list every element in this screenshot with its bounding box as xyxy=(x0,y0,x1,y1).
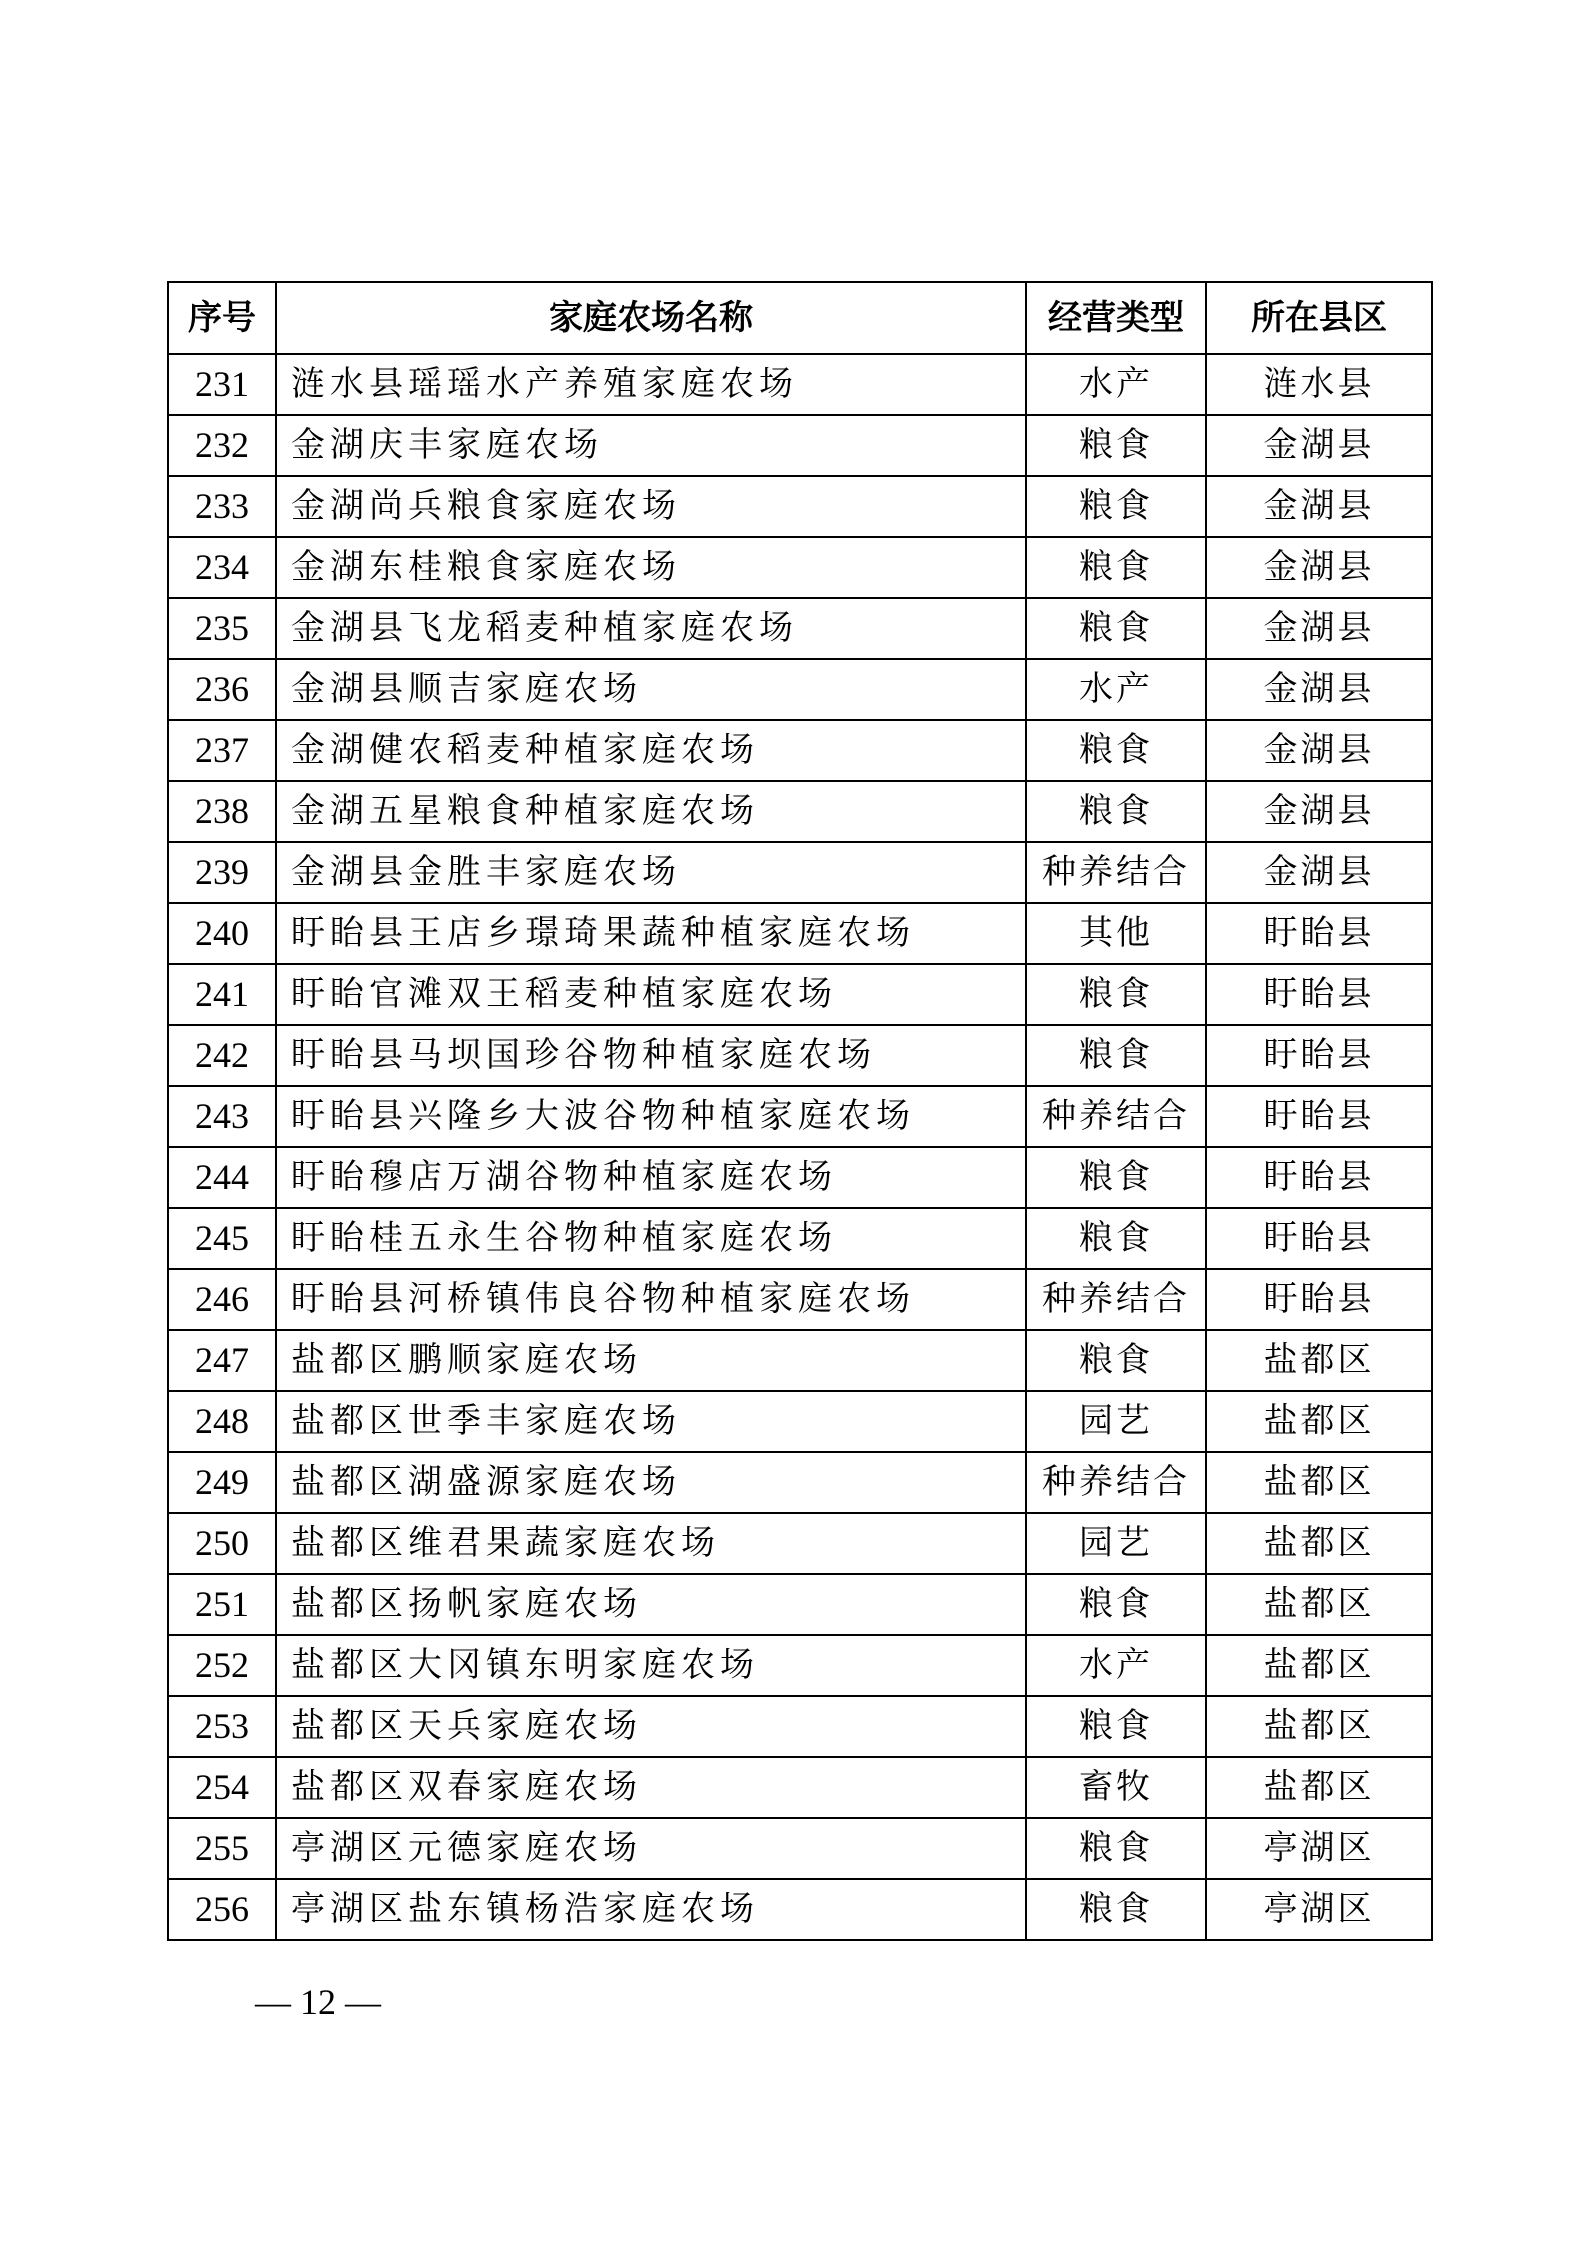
cell-farm-name: 盱眙县马坝国珍谷物种植家庭农场 xyxy=(276,1025,1026,1086)
cell-county: 盐都区 xyxy=(1206,1513,1432,1574)
cell-serial-number: 238 xyxy=(168,781,276,842)
cell-farm-name: 盱眙县河桥镇伟良谷物种植家庭农场 xyxy=(276,1269,1026,1330)
cell-county: 盐都区 xyxy=(1206,1452,1432,1513)
cell-farm-name: 盐都区维君果蔬家庭农场 xyxy=(276,1513,1026,1574)
cell-business-type: 其他 xyxy=(1026,903,1206,964)
cell-county: 盱眙县 xyxy=(1206,1086,1432,1147)
cell-business-type: 粮食 xyxy=(1026,1208,1206,1269)
family-farm-table xyxy=(167,281,1433,1941)
table-row xyxy=(168,1635,1432,1696)
cell-county: 亭湖区 xyxy=(1206,1818,1432,1879)
cell-business-type: 畜牧 xyxy=(1026,1757,1206,1818)
cell-farm-name: 金湖县金胜丰家庭农场 xyxy=(276,842,1026,903)
cell-farm-name: 盐都区世季丰家庭农场 xyxy=(276,1391,1026,1452)
table-row xyxy=(168,659,1432,720)
table-row xyxy=(168,537,1432,598)
cell-serial-number: 252 xyxy=(168,1635,276,1696)
table-row xyxy=(168,1147,1432,1208)
cell-business-type: 粮食 xyxy=(1026,964,1206,1025)
cell-serial-number: 245 xyxy=(168,1208,276,1269)
cell-business-type: 种养结合 xyxy=(1026,1086,1206,1147)
cell-serial-number: 239 xyxy=(168,842,276,903)
cell-farm-name: 金湖县顺吉家庭农场 xyxy=(276,659,1026,720)
cell-county: 涟水县 xyxy=(1206,354,1432,415)
header-business-type: 经营类型 xyxy=(1026,282,1206,354)
table-row xyxy=(168,598,1432,659)
table-row xyxy=(168,354,1432,415)
cell-county: 金湖县 xyxy=(1206,720,1432,781)
cell-business-type: 水产 xyxy=(1026,354,1206,415)
cell-farm-name: 盐都区双春家庭农场 xyxy=(276,1757,1026,1818)
cell-farm-name: 盱眙县兴隆乡大波谷物种植家庭农场 xyxy=(276,1086,1026,1147)
table-row xyxy=(168,1757,1432,1818)
cell-business-type: 粮食 xyxy=(1026,781,1206,842)
cell-county: 金湖县 xyxy=(1206,781,1432,842)
table-row xyxy=(168,1269,1432,1330)
cell-serial-number: 256 xyxy=(168,1879,276,1940)
cell-serial-number: 254 xyxy=(168,1757,276,1818)
cell-business-type: 园艺 xyxy=(1026,1513,1206,1574)
table-row xyxy=(168,1025,1432,1086)
table-row xyxy=(168,1391,1432,1452)
cell-county: 盐都区 xyxy=(1206,1330,1432,1391)
table-row xyxy=(168,1818,1432,1879)
table-row xyxy=(168,1330,1432,1391)
table-row xyxy=(168,1574,1432,1635)
cell-serial-number: 232 xyxy=(168,415,276,476)
cell-serial-number: 237 xyxy=(168,720,276,781)
cell-farm-name: 盱眙桂五永生谷物种植家庭农场 xyxy=(276,1208,1026,1269)
cell-county: 盱眙县 xyxy=(1206,964,1432,1025)
cell-serial-number: 244 xyxy=(168,1147,276,1208)
header-county: 所在县区 xyxy=(1206,282,1432,354)
cell-farm-name: 盱眙穆店万湖谷物种植家庭农场 xyxy=(276,1147,1026,1208)
cell-serial-number: 250 xyxy=(168,1513,276,1574)
cell-county: 盱眙县 xyxy=(1206,1269,1432,1330)
cell-business-type: 粮食 xyxy=(1026,415,1206,476)
page-number: — 12 — xyxy=(255,1982,381,2022)
cell-farm-name: 金湖健农稻麦种植家庭农场 xyxy=(276,720,1026,781)
cell-farm-name: 金湖县飞龙稻麦种植家庭农场 xyxy=(276,598,1026,659)
cell-county: 金湖县 xyxy=(1206,476,1432,537)
cell-serial-number: 242 xyxy=(168,1025,276,1086)
header-serial-number: 序号 xyxy=(168,282,276,354)
table-header-row xyxy=(168,282,1432,354)
cell-serial-number: 255 xyxy=(168,1818,276,1879)
cell-business-type: 粮食 xyxy=(1026,1696,1206,1757)
cell-business-type: 水产 xyxy=(1026,659,1206,720)
cell-county: 盐都区 xyxy=(1206,1635,1432,1696)
cell-serial-number: 251 xyxy=(168,1574,276,1635)
cell-serial-number: 253 xyxy=(168,1696,276,1757)
cell-county: 金湖县 xyxy=(1206,842,1432,903)
cell-county: 金湖县 xyxy=(1206,659,1432,720)
cell-serial-number: 231 xyxy=(168,354,276,415)
cell-farm-name: 金湖尚兵粮食家庭农场 xyxy=(276,476,1026,537)
cell-farm-name: 亭湖区元德家庭农场 xyxy=(276,1818,1026,1879)
cell-business-type: 粮食 xyxy=(1026,598,1206,659)
cell-farm-name: 盐都区大冈镇东明家庭农场 xyxy=(276,1635,1026,1696)
cell-county: 盱眙县 xyxy=(1206,1025,1432,1086)
table-body xyxy=(168,354,1432,1940)
cell-farm-name: 金湖五星粮食种植家庭农场 xyxy=(276,781,1026,842)
cell-serial-number: 235 xyxy=(168,598,276,659)
cell-farm-name: 盐都区天兵家庭农场 xyxy=(276,1696,1026,1757)
cell-business-type: 种养结合 xyxy=(1026,842,1206,903)
cell-farm-name: 盐都区湖盛源家庭农场 xyxy=(276,1452,1026,1513)
cell-county: 盱眙县 xyxy=(1206,1208,1432,1269)
cell-serial-number: 240 xyxy=(168,903,276,964)
cell-business-type: 种养结合 xyxy=(1026,1452,1206,1513)
cell-farm-name: 金湖东桂粮食家庭农场 xyxy=(276,537,1026,598)
cell-farm-name: 盐都区鹏顺家庭农场 xyxy=(276,1330,1026,1391)
cell-serial-number: 236 xyxy=(168,659,276,720)
cell-serial-number: 234 xyxy=(168,537,276,598)
cell-serial-number: 246 xyxy=(168,1269,276,1330)
cell-farm-name: 盱眙官滩双王稻麦种植家庭农场 xyxy=(276,964,1026,1025)
cell-serial-number: 248 xyxy=(168,1391,276,1452)
cell-county: 盐都区 xyxy=(1206,1391,1432,1452)
cell-county: 盱眙县 xyxy=(1206,903,1432,964)
table-row xyxy=(168,842,1432,903)
cell-county: 盐都区 xyxy=(1206,1574,1432,1635)
table-row xyxy=(168,415,1432,476)
table-row xyxy=(168,964,1432,1025)
cell-business-type: 粮食 xyxy=(1026,1330,1206,1391)
table-row xyxy=(168,781,1432,842)
cell-county: 盱眙县 xyxy=(1206,1147,1432,1208)
cell-business-type: 粮食 xyxy=(1026,720,1206,781)
table-row xyxy=(168,903,1432,964)
table-row xyxy=(168,1879,1432,1940)
cell-farm-name: 涟水县瑶瑶水产养殖家庭农场 xyxy=(276,354,1026,415)
cell-county: 金湖县 xyxy=(1206,415,1432,476)
table-row xyxy=(168,1208,1432,1269)
cell-business-type: 园艺 xyxy=(1026,1391,1206,1452)
cell-county: 亭湖区 xyxy=(1206,1879,1432,1940)
cell-business-type: 粮食 xyxy=(1026,1025,1206,1086)
cell-county: 金湖县 xyxy=(1206,598,1432,659)
table-row xyxy=(168,1513,1432,1574)
cell-farm-name: 金湖庆丰家庭农场 xyxy=(276,415,1026,476)
table-row xyxy=(168,1452,1432,1513)
cell-business-type: 粮食 xyxy=(1026,1147,1206,1208)
cell-business-type: 粮食 xyxy=(1026,476,1206,537)
cell-serial-number: 249 xyxy=(168,1452,276,1513)
cell-business-type: 种养结合 xyxy=(1026,1269,1206,1330)
cell-farm-name: 亭湖区盐东镇杨浩家庭农场 xyxy=(276,1879,1026,1940)
table-row xyxy=(168,476,1432,537)
cell-serial-number: 247 xyxy=(168,1330,276,1391)
cell-business-type: 水产 xyxy=(1026,1635,1206,1696)
table-row xyxy=(168,1086,1432,1147)
cell-county: 金湖县 xyxy=(1206,537,1432,598)
cell-business-type: 粮食 xyxy=(1026,1574,1206,1635)
table-row xyxy=(168,720,1432,781)
table-row xyxy=(168,1696,1432,1757)
cell-farm-name: 盐都区扬帆家庭农场 xyxy=(276,1574,1026,1635)
cell-serial-number: 241 xyxy=(168,964,276,1025)
header-farm-name: 家庭农场名称 xyxy=(276,282,1026,354)
cell-serial-number: 233 xyxy=(168,476,276,537)
cell-serial-number: 243 xyxy=(168,1086,276,1147)
cell-county: 盐都区 xyxy=(1206,1757,1432,1818)
cell-county: 盐都区 xyxy=(1206,1696,1432,1757)
cell-business-type: 粮食 xyxy=(1026,537,1206,598)
cell-farm-name: 盱眙县王店乡璟琦果蔬种植家庭农场 xyxy=(276,903,1026,964)
cell-business-type: 粮食 xyxy=(1026,1818,1206,1879)
cell-business-type: 粮食 xyxy=(1026,1879,1206,1940)
